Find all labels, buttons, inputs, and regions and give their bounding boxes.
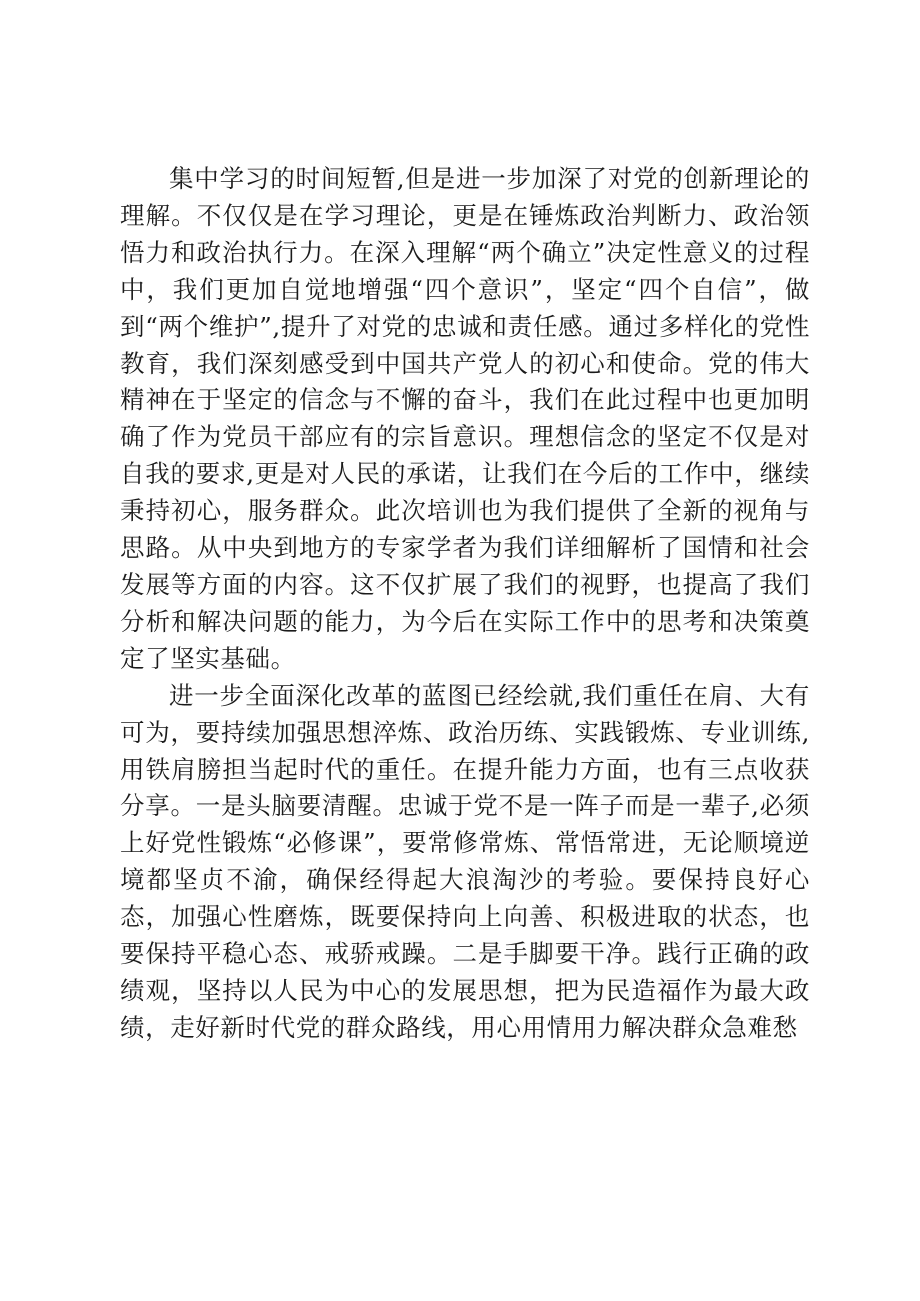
paragraph-2: 进一步全面深化改革的蓝图已经绘就,我们重任在肩、大有可为，要持续加强思想淬炼、政治历练、实践锻炼、专业训练,用铁肩膀担当起时代的重任。在提升能力方面，也有三点收获分享。一是头脑要清醒。忠诚于党不是一阵子而是一辈子,必须上好党性锻炼“必修课”，要常修常炼、常悟常进，无论顺境逆境都坚贞不渝，确保经得起大浪淘沙的考验。要保持良好心态，加强心性磨炼，既要保持向上向善、积极进取的状态，也要保持平稳心态、戒骄戒躁。二是手脚要干净。践行正确的政绩观，坚持以人民为中心的发展思想，把为民造福作为最大政绩，走好新时代党的群众路线，用心用情用力解决群众急难愁 bbox=[120, 680, 810, 1042]
paragraph-1: 集中学习的时间短暂,但是进一步加深了对党的创新理论的理解。不仅仅是在学习理论，更是在锤炼政治判断力、政治领悟力和政治执行力。在深入理解“两个确立”决定性意义的过程中，我们更加自觉地增强“四个意识”，坚定“四个自信”，做到“两个维护”,提升了对党的忠诚和责任感。通过多样化的党性教育，我们深刻感受到中国共产党人的初心和使命。党的伟大精神在于坚定的信念与不懈的奋斗，我们在此过程中也更加明确了作为党员干部应有的宗旨意识。理想信念的坚定不仅是对自我的要求,更是对人民的承诺，让我们在今后的工作中，继续秉持初心，服务群众。此次培训也为我们提供了全新的视角与思路。从中央到地方的专家学者为我们详细解析了国情和社会发展等方面的内容。这不仅扩展了我们的视野，也提高了我们分析和解决问题的能力，为今后在实际工作中的思考和决策奠定了坚实基础。 bbox=[120, 164, 810, 673]
document-body bbox=[120, 161, 810, 1047]
